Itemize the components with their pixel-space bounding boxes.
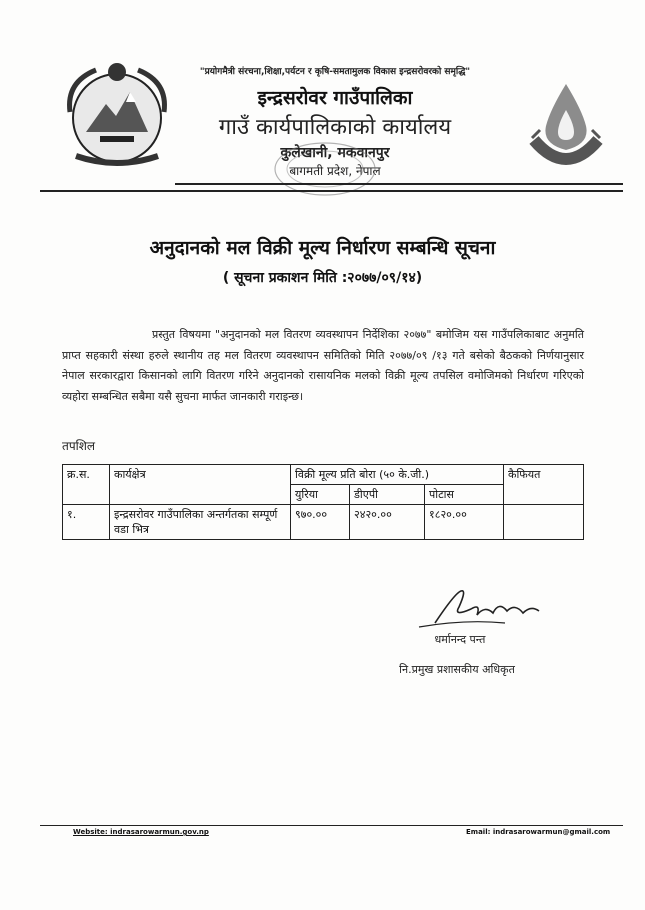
header-price-group: विक्री मूल्य प्रति बोरा (५० के.जी.) bbox=[291, 465, 504, 485]
notice-title: अनुदानको मल विक्री मूल्य निर्धारण सम्बन्धि सूचना bbox=[149, 237, 496, 259]
municipality-logo-icon bbox=[520, 80, 612, 180]
header-divider bbox=[40, 190, 623, 192]
cell-sn: १. bbox=[63, 505, 110, 540]
details-label: तपशिल bbox=[62, 439, 96, 453]
cell-potash: १८२०.०० bbox=[425, 505, 504, 540]
slogan-text: "प्रयोगमैत्री संरचना,शिक्षा,पर्यटन र कृषि-समतामुलक विकास इन्द्रसरोवरको समृद्धि" bbox=[199, 67, 471, 77]
header-urea: युरिया bbox=[291, 485, 350, 505]
header-sn: क्र.स. bbox=[63, 465, 110, 505]
province-text: बागमती प्रदेश, नेपाल bbox=[289, 164, 381, 178]
signatory-title: नि.प्रमुख प्रशासकीय अधिकृत bbox=[399, 663, 515, 676]
table-header-row bbox=[63, 465, 584, 485]
cell-dap: २४२०.०० bbox=[350, 505, 425, 540]
header-potash: पोटास bbox=[425, 485, 504, 505]
header-dap: डीएपी bbox=[350, 485, 425, 505]
cell-urea: ९७०.०० bbox=[291, 505, 350, 540]
signature-image bbox=[415, 583, 555, 631]
address-text: कुलेखानी, मकवानपुर bbox=[280, 145, 390, 161]
notice-date: ( सूचना प्रकाशन मिति :२०७७/०९/१४) bbox=[222, 270, 423, 286]
office-name: गाउँ कार्यपालिकाको कार्यालय bbox=[218, 115, 452, 140]
table-row bbox=[63, 505, 584, 540]
header-area: कार्यक्षेत्र bbox=[110, 465, 291, 505]
signatory-name: धर्मानन्द पन्त bbox=[434, 633, 486, 646]
government-emblem-icon bbox=[56, 52, 178, 174]
footer-website-link[interactable]: Website: indrasarowarmun.gov.np bbox=[73, 828, 209, 836]
cell-remarks bbox=[504, 505, 584, 540]
header-divider bbox=[175, 183, 623, 185]
cell-area: इन्द्रसरोवर गाउँपालिका अन्तर्गतका सम्पूर्ण वडा भित्र bbox=[110, 505, 291, 540]
header-remarks: कैफियत bbox=[504, 465, 584, 505]
price-table bbox=[62, 464, 584, 540]
municipality-name: इन्द्रसरोवर गाउँपालिका bbox=[257, 87, 413, 109]
notice-body: प्रस्तुत विषयमा "अनुदानको मल वितरण व्यवस्थापन निर्देशिका २०७७" बमोजिम यस गाउँपलिकाबाट अनुमति प्राप्त सहकारी संस्था हरुले स्थानीय तह मल वितरण व्यवस्थापन समितिको मिति २०७७/०९ /१३ गते बसेको बैठकको निर्णयानुसार नेपाल सरकारद्वारा किसानको लागि वितरण गरिने अनुदानको रासायनिक मलको विक्री मूल्य तपसिल वमोजिमको निर्धारण गरिएको व्यहोरा सम्बन्धित सबैमा यसै सुचना मार्फत जानकारी गराइन्छ। bbox=[62, 328, 584, 403]
footer-email[interactable]: Email: indrasarowarmun@gmail.com bbox=[466, 828, 611, 836]
footer-divider bbox=[40, 825, 623, 826]
